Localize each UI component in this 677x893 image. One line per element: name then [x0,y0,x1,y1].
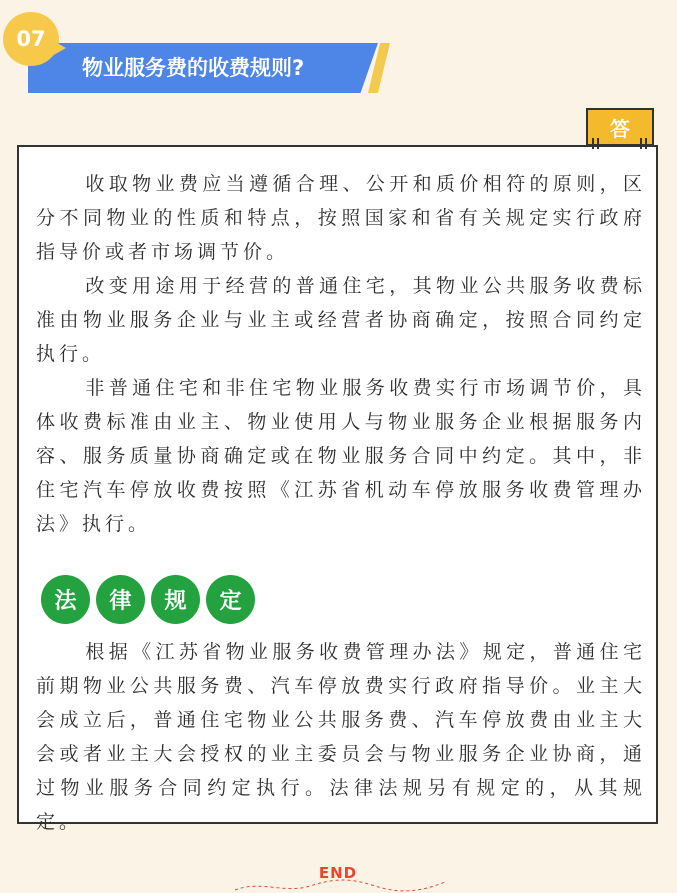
section-number: 07 [16,27,46,51]
law-heading-char: 规 [151,575,200,624]
end-decoration-icon [230,876,450,893]
tag-connector-line [645,138,647,149]
answer-card [17,145,658,833]
law-heading-char: 定 [206,575,255,624]
law-heading-char: 法 [41,575,90,624]
section-number-badge [3,12,59,66]
law-heading-char: 律 [96,575,145,624]
tag-connector-line [640,138,642,149]
law-heading [41,575,255,624]
end-label: END [318,864,358,882]
tag-connector-line [592,138,594,149]
answer-paragraph: 改变用途用于经营的普通住宅，其物业公共服务收费标准由物业服务企业与业主或经营者协商确定，按照合同约定执行。 [36,275,646,365]
law-paragraph: 根据《江苏省物业服务收费管理办法》规定，普通住宅前期物业公共服务费、汽车停放费实行政府指导价。业主大会成立后，普通住宅物业公共服务费、汽车停放费由业主大会或者业主大会授权的业主委员会与物业服务企业协商，通过物业服务合同约定执行。法律法规另有规定的，从其规定。 [36,641,646,833]
answer-paragraph: 非普通住宅和非住宅物业服务收费实行市场调节价，具体收费标准由业主、物业使用人与物业服务企业根据服务内容、服务质量协商确定或在物业服务合同中约定。其中，非住宅汽车停放收费按照《江苏省机动车停放服务收费管理办法》执行。 [36,377,646,535]
answer-paragraph: 收取物业费应当遵循合理、公开和质价相符的原则，区分不同物业的性质和特点，按照国家和省有关规定实行政府指导价或者市场调节价。 [36,173,646,263]
tag-connector-line [597,138,599,149]
answer-label: 答 [610,116,630,141]
section-title: 物业服务费的收费规则? [82,56,305,80]
